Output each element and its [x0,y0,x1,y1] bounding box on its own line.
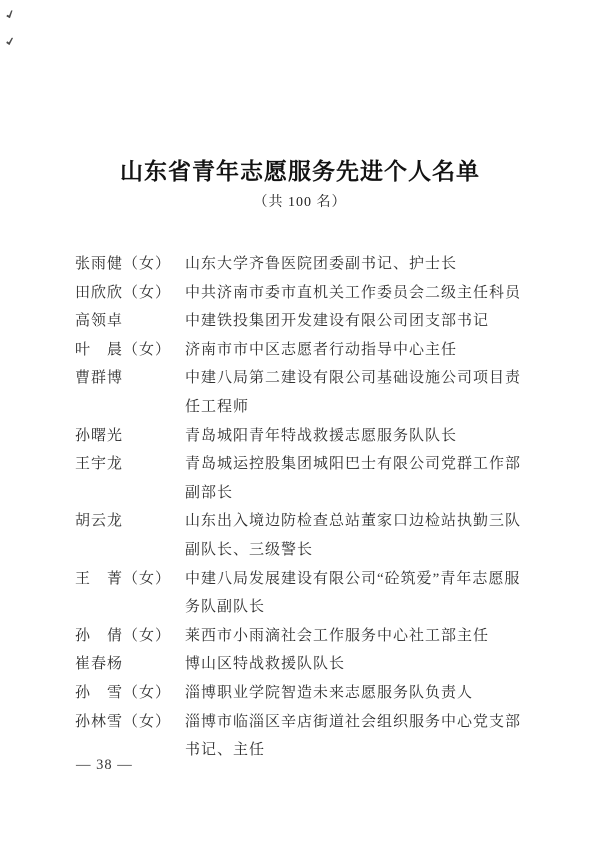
list-item [75,422,600,451]
list-item [75,279,600,308]
awardee-name: 孙林雪（女） [75,713,172,730]
awardee-name: 王 菁（女） [75,570,172,587]
awardee-name: 孙 雪（女） [75,684,172,701]
awardee-list [0,250,600,765]
awardee-description: 济南市市中区志愿者行动指导中心主任 [185,341,458,358]
page-number: — 38 — [76,757,133,773]
list-item [75,450,600,507]
list-item [75,650,600,679]
list-item [75,250,600,279]
awardee-description: 青岛城运控股集团城阳巴士有限公司党群工作部副部长 [185,456,522,501]
awardee-name: 曹群博 [75,370,124,387]
awardee-name: 孙 倩（女） [75,627,172,644]
awardee-description: 淄博市临淄区辛店街道社会组织服务中心党支部书记、主任 [185,713,522,759]
list-item [75,307,600,336]
page-subtitle: （共 100 名） [253,195,347,210]
list-item [75,708,600,765]
awardee-name: 孙曙光 [75,427,124,444]
awardee-name: 胡云龙 [75,513,124,530]
list-item [75,565,600,622]
awardee-description: 博山区特战救援队队长 [185,656,346,673]
awardee-description: 山东大学齐鲁医院团委副书记、护士长 [185,256,458,272]
list-item [75,336,600,365]
list-item [75,622,600,651]
awardee-name: 田欣欣（女） [75,284,172,301]
awardee-name: 高领卓 [75,313,124,330]
awardee-name: 王宇龙 [75,456,124,473]
awardee-name: 崔春杨 [75,656,124,673]
awardee-description: 中共济南市委市直机关工作委员会二级主任科员 [185,284,522,301]
page-title: 山东省青年志愿服务先进个人名单 [120,159,480,184]
awardee-name: 叶 晨（女） [75,341,172,358]
list-item [75,679,600,708]
awardee-name: 张雨健（女） [75,256,172,272]
awardee-description: 山东出入境边防检查总站董家口边检站执勤三队副队长、三级警长 [185,513,522,558]
list-item [75,507,600,564]
awardee-description: 中建铁投集团开发建设有限公司团支部书记 [185,313,490,330]
awardee-description: 中建八局发展建设有限公司“砼筑爱”青年志愿服务队副队长 [185,570,521,616]
awardee-description: 淄博职业学院智造未来志愿服务队负责人 [185,684,474,701]
awardee-description: 青岛城阳青年特战救援志愿服务队队长 [185,427,458,444]
awardee-description: 中建八局第二建设有限公司基础设施公司项目责任工程师 [185,370,522,415]
list-item [75,364,600,421]
awardee-description: 莱西市小雨滴社会工作服务中心社工部主任 [185,627,490,644]
